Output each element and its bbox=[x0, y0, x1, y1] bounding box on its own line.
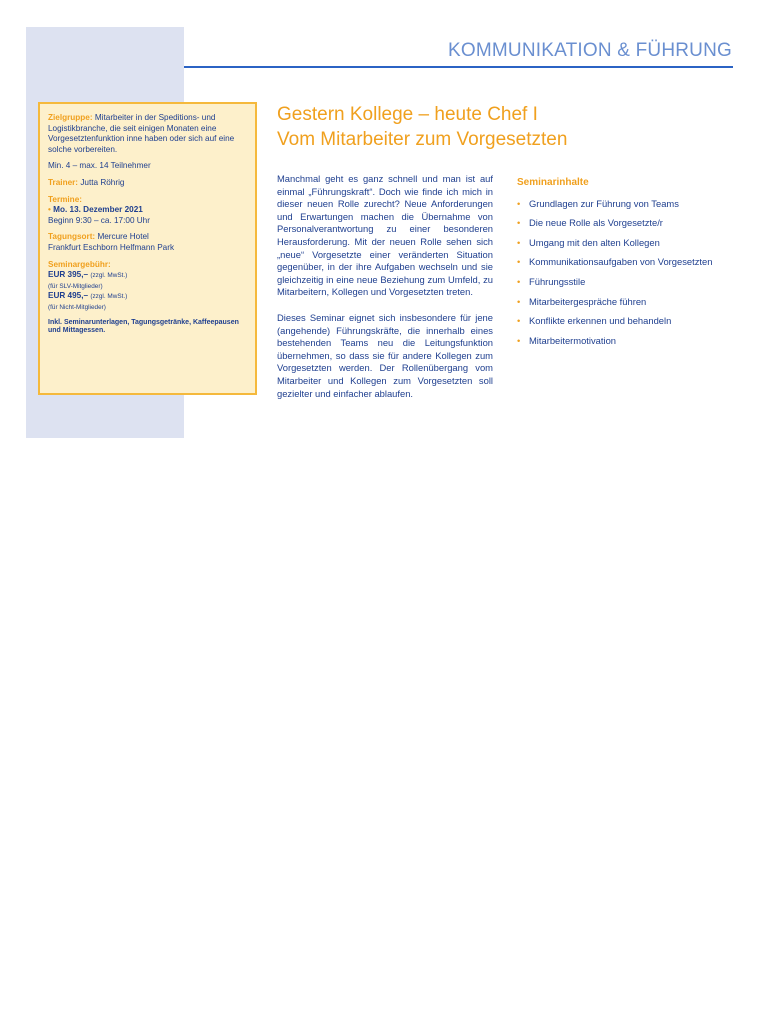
page-subtitle: Vom Mitarbeiter zum Vorgesetzten bbox=[277, 129, 568, 150]
ort-label: Tagungsort: bbox=[48, 232, 96, 242]
topic-text: Führungsstile bbox=[529, 275, 586, 287]
bullet-icon: • bbox=[517, 217, 521, 229]
section-header: KOMMUNIKATION & FÜHRUNG bbox=[448, 40, 732, 61]
termine bbox=[48, 195, 247, 227]
bullet-icon: • bbox=[517, 334, 521, 346]
bullet-icon: • bbox=[517, 295, 521, 307]
list-item bbox=[517, 335, 717, 347]
topics-list bbox=[517, 198, 717, 347]
fee1-price: EUR 395,– bbox=[48, 270, 89, 280]
participants: Min. 4 – max. 14 Teilnehmer bbox=[48, 161, 151, 171]
topic-text: Die neue Rolle als Vorgesetzte/r bbox=[529, 217, 663, 229]
fee1-tax: (zzgl. MwSt.) bbox=[90, 272, 128, 280]
fee2-price: EUR 495,– bbox=[48, 291, 89, 301]
topic-text: Grundlagen zur Führung von Teams bbox=[529, 197, 679, 209]
seminar-topics bbox=[517, 177, 717, 354]
zielgruppe-label: Zielgruppe: bbox=[48, 113, 93, 122]
page-title: Gestern Kollege – heute Chef I bbox=[277, 104, 538, 125]
topic-text: Mitarbeitergespräche führen bbox=[529, 295, 647, 307]
bullet-icon: • bbox=[517, 275, 521, 287]
list-item bbox=[517, 315, 717, 327]
bullet-icon: • bbox=[517, 256, 521, 268]
ort-address: Frankfurt Eschborn Helfmann Park bbox=[48, 242, 175, 252]
seminar-fee bbox=[48, 260, 247, 313]
termin-time: Beginn 9:30 – ca. 17:00 Uhr bbox=[48, 215, 150, 225]
termin-bullet: • bbox=[48, 205, 51, 215]
trainer bbox=[48, 178, 247, 189]
list-item bbox=[517, 256, 717, 268]
zielgruppe-text: Mitarbeiter in der Speditions- und Logistikbranche, die seit einigen Monaten eine Vorgesetztenfunktion inne haben oder sich auf eine solche vorbereiten. bbox=[48, 113, 235, 154]
header-rule bbox=[184, 66, 733, 68]
bullet-icon: • bbox=[517, 197, 521, 209]
fee-label: Seminargebühr: bbox=[48, 259, 111, 269]
topic-text: Mitarbeitermotivation bbox=[529, 334, 617, 346]
list-item bbox=[517, 237, 717, 249]
topic-text: Kommunikationsaufgaben von Vorgesetzten bbox=[529, 256, 713, 268]
description bbox=[277, 173, 493, 413]
bullet-icon: • bbox=[517, 315, 521, 327]
trainer-name: Jutta Röhrig bbox=[80, 177, 125, 187]
termine-label: Termine: bbox=[48, 194, 82, 204]
description-paragraph: Dieses Seminar eignet sich insbesondere für jene (angehende) Führungskräfte, die innerhalb eines bestehenden Teams neu die Leitungsfunktion übernehmen, so dass sie für andere Kollegen zum Vorgesetzten werden. Der Rollenübergang vom Mitarbeiter und Kollegen zum Vorgesetzten soll gezielter und einfacher ablaufen. bbox=[277, 311, 493, 399]
fee2-tax: (zzgl. MwSt.) bbox=[90, 293, 128, 301]
list-item bbox=[517, 276, 717, 288]
list-item bbox=[517, 296, 717, 308]
inclusions-note: Inkl. Seminarunterlagen, Tagungsgetränke, Kaffeepausen und Mittagessen. bbox=[48, 318, 239, 335]
ort-name: Mercure Hotel bbox=[97, 232, 149, 242]
termin-date: Mo. 13. Dezember 2021 bbox=[53, 205, 143, 215]
trainer-label: Trainer: bbox=[48, 177, 79, 187]
topics-heading: Seminarinhalte bbox=[517, 177, 589, 188]
topic-text: Konflikte erkennen und behandeln bbox=[529, 315, 672, 327]
topic-text: Umgang mit den alten Kollegen bbox=[529, 236, 660, 248]
zielgruppe bbox=[48, 113, 247, 155]
list-item bbox=[517, 198, 717, 210]
fee2-group: (für Nicht-Mitglieder) bbox=[48, 303, 106, 311]
list-item bbox=[517, 217, 717, 229]
seminar-info-box bbox=[38, 102, 257, 395]
fee1-group: (für SLV-Mitglieder) bbox=[48, 282, 103, 290]
description-paragraph: Manchmal geht es ganz schnell und man ist auf einmal „Führungskraft“. Doch wie finde ich mich in dieser neuen Rolle zurecht? Neue Anforderungen und Erwartungen machen die Übernahme von Personalverantwortung zu einer besonderen Herausforderung. Mit der neuen Rolle sehen sich „neue“ Vorgesetzte einer veränderten Situation gegenüber, in der ihre Aufgaben wechseln und sie gleichzeitig in eine neue Beziehung zum Umfeld, zu Mitarbeitern, Kollegen und Vorgesetzten treten. bbox=[277, 173, 493, 298]
bullet-icon: • bbox=[517, 236, 521, 248]
tagungsort bbox=[48, 232, 247, 253]
